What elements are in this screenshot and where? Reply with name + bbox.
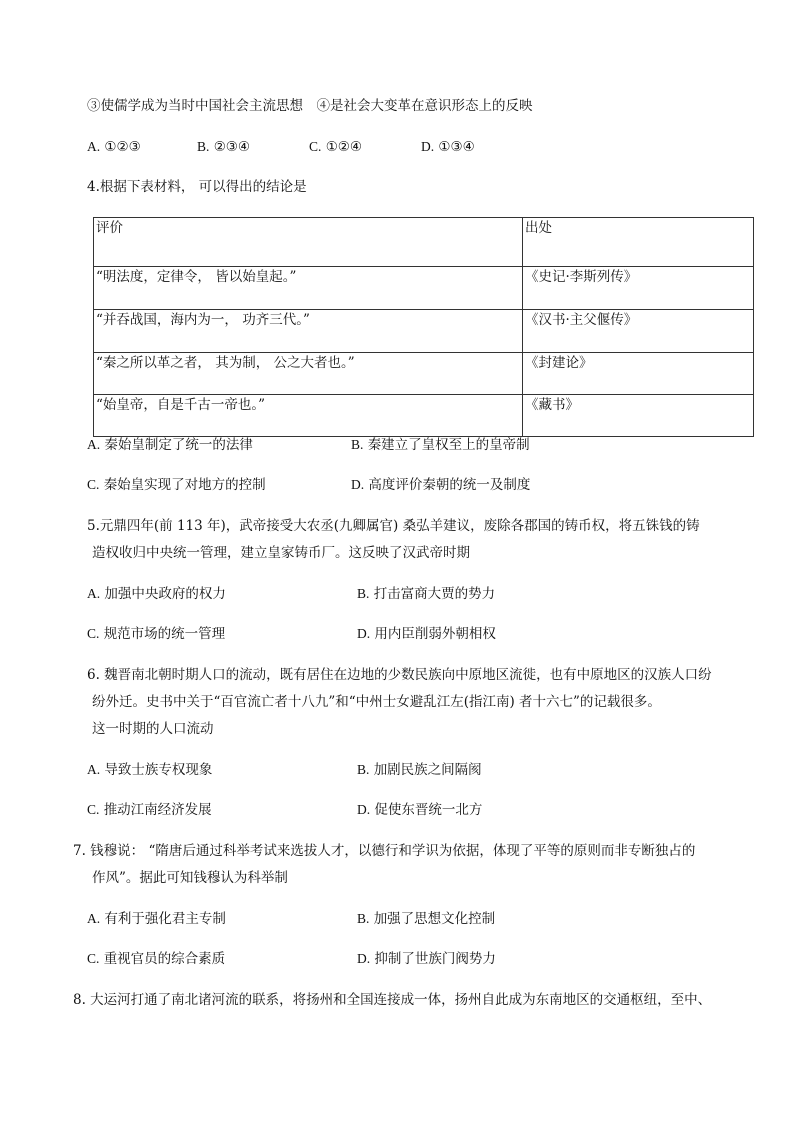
- q3-option-b[interactable]: [197, 137, 250, 157]
- option-letter: B.: [351, 437, 364, 452]
- table-header-source: 出处: [523, 218, 754, 267]
- table-cell-evaluation: “明法度，定律令， 皆以始皇起。”: [94, 267, 523, 310]
- option-text: 推动江南经济发展: [103, 802, 212, 818]
- q4-stem: 4.根据下表材料， 可以得出的结论是: [87, 179, 307, 195]
- q5-option-c[interactable]: [87, 624, 225, 644]
- q4-source-table: [93, 217, 754, 437]
- option-letter: B.: [197, 139, 210, 154]
- option-text: 抑制了世族门阀势力: [374, 951, 496, 967]
- q5-option-d[interactable]: [357, 624, 496, 644]
- option-letter: A.: [87, 911, 101, 926]
- option-text: 促使东晋统一北方: [374, 802, 483, 818]
- table-row: [94, 353, 754, 395]
- q5-option-a[interactable]: [87, 584, 226, 604]
- option-text: 秦建立了皇权至上的皇帝制: [367, 437, 530, 453]
- option-letter: B.: [357, 586, 370, 601]
- q4-option-b[interactable]: [351, 435, 530, 455]
- option-letter: B.: [357, 911, 370, 926]
- option-text: 规范市场的统一管理: [103, 626, 226, 642]
- option-letter: C.: [87, 477, 100, 492]
- option-text: 导致士族专权现象: [104, 762, 213, 778]
- q6-option-c[interactable]: [87, 800, 212, 820]
- option-text: 加强中央政府的权力: [104, 586, 226, 602]
- table-header-row: [94, 218, 754, 267]
- option-text: 用内臣削弱外朝相权: [374, 626, 496, 642]
- q6-stem-line-3: 这一时期的人口流动: [92, 721, 214, 737]
- q6-option-b[interactable]: [357, 760, 482, 780]
- option-text: 高度评价秦朝的统一及制度: [368, 477, 531, 493]
- option-text: 秦始皇实现了对地方的控制: [103, 477, 266, 493]
- option-letter: D.: [357, 951, 371, 966]
- q4-option-d[interactable]: [351, 475, 530, 495]
- table-header-evaluation: 评价: [94, 218, 523, 267]
- q5-stem-line-2: 造权收归中央统一管理，建立皇家铸币厂。这反映了汉武帝时期: [92, 545, 470, 561]
- q7-option-d[interactable]: [357, 949, 496, 969]
- q7-stem-line-1: 7. 钱穆说： “隋唐后通过科举考试来选拔人才，以德行和学识为依据，体现了平等的原则而非专断独占的: [73, 843, 696, 859]
- q6-stem-line-2: 纷外迁。史书中关于“百官流亡者十八九”和“中州士女避乱江左(指江南) 者十六七”的记载很多。: [92, 694, 661, 710]
- option-text: 有利于强化君主专制: [104, 911, 226, 927]
- q3-option-c[interactable]: [309, 137, 362, 157]
- q4-option-c[interactable]: [87, 475, 266, 495]
- q6-option-a[interactable]: [87, 760, 212, 780]
- option-letter: A.: [87, 437, 101, 452]
- option-text: 加强了思想文化控制: [373, 911, 496, 927]
- option-text: ②③④: [213, 139, 250, 155]
- q3-option-a[interactable]: [87, 137, 141, 157]
- q7-option-b[interactable]: [357, 909, 495, 929]
- option-letter: D.: [421, 139, 435, 154]
- table-cell-source: 《藏书》: [523, 395, 754, 437]
- option-letter: D.: [351, 477, 365, 492]
- table-row: [94, 395, 754, 437]
- option-letter: A.: [87, 586, 101, 601]
- option-text: 打击富商大贾的势力: [373, 586, 496, 602]
- q5-stem-line-1: 5.元鼎四年(前 113 年)，武帝接受大农丞(九卿属官) 桑弘羊建议，废除各郡国的铸币权，将五铢钱的铸: [87, 518, 700, 534]
- table-cell-source: 《汉书·主父偃传》: [523, 310, 754, 353]
- option-text: ①②④: [325, 139, 362, 155]
- table-cell-source: 《封建论》: [523, 353, 754, 395]
- table-cell-evaluation: “始皇帝，自是千古一帝也。”: [94, 395, 523, 437]
- q3-statements: ③使儒学成为当时中国社会主流思想 ④是社会大变革在意识形态上的反映: [87, 98, 533, 114]
- option-text: ①③④: [438, 139, 475, 155]
- q6-option-d[interactable]: [357, 800, 482, 820]
- q5-option-b[interactable]: [357, 584, 495, 604]
- table-row: [94, 310, 754, 353]
- option-letter: C.: [87, 802, 100, 817]
- option-text: 重视官员的综合素质: [103, 951, 226, 967]
- option-letter: C.: [87, 951, 100, 966]
- table-cell-evaluation: “并吞战国，海内为一， 功齐三代。”: [94, 310, 523, 353]
- option-text: 秦始皇制定了统一的法律: [104, 437, 253, 453]
- q8-stem-line-1: 8. 大运河打通了南北诸河流的联系，将扬州和全国连接成一体，扬州自此成为东南地区的交通枢纽，至中、: [73, 992, 712, 1008]
- option-letter: C.: [87, 626, 100, 641]
- option-letter: B.: [357, 762, 370, 777]
- q3-option-d[interactable]: [421, 137, 475, 157]
- q7-option-a[interactable]: [87, 909, 226, 929]
- q7-option-c[interactable]: [87, 949, 225, 969]
- option-text: ①②③: [104, 139, 141, 155]
- q6-stem-line-1: 6. 魏晋南北朝时期人口的流动，既有居住在边地的少数民族向中原地区流徙，也有中原地区的汉族人口纷: [87, 667, 712, 683]
- option-text: 加剧民族之间隔阂: [373, 762, 482, 778]
- option-letter: D.: [357, 626, 371, 641]
- option-letter: C.: [309, 139, 322, 154]
- table-cell-evaluation: “秦之所以革之者， 其为制， 公之大者也。”: [94, 353, 523, 395]
- table-row: [94, 267, 754, 310]
- option-letter: D.: [357, 802, 371, 817]
- option-letter: A.: [87, 762, 101, 777]
- table-cell-source: 《史记·李斯列传》: [523, 267, 754, 310]
- option-letter: A.: [87, 139, 101, 154]
- q4-option-a[interactable]: [87, 435, 253, 455]
- q7-stem-line-2: 作风”。据此可知钱穆认为科举制: [92, 870, 288, 886]
